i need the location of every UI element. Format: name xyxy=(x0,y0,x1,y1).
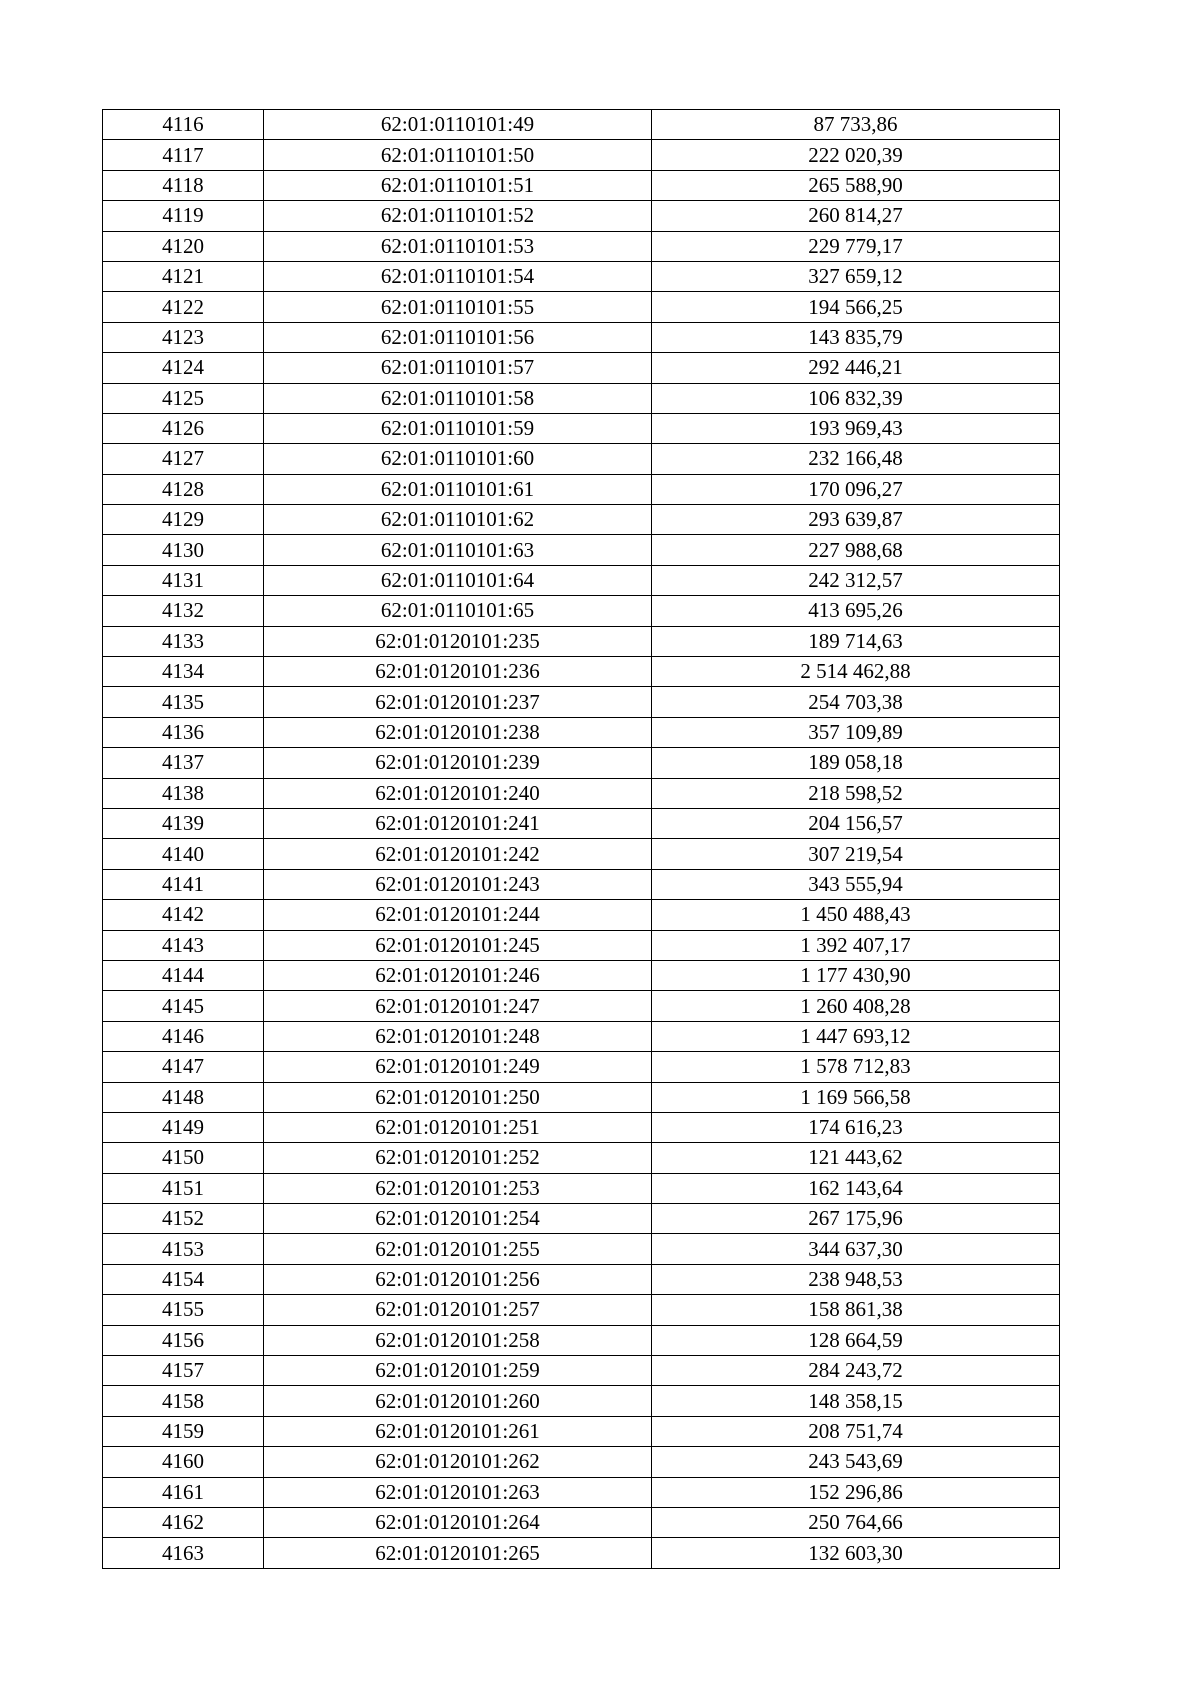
row-number-cell: 4154 xyxy=(103,1264,264,1294)
cadastral-number-cell: 62:01:0110101:50 xyxy=(264,140,652,170)
cadastral-number-cell: 62:01:0120101:250 xyxy=(264,1082,652,1112)
cadastral-number-cell: 62:01:0110101:62 xyxy=(264,505,652,535)
cadastral-number-cell: 62:01:0120101:241 xyxy=(264,808,652,838)
table-row xyxy=(103,1325,1060,1355)
table-row xyxy=(103,292,1060,322)
row-number-cell: 4118 xyxy=(103,170,264,200)
cadastral-value-cell: 292 446,21 xyxy=(652,353,1060,383)
cadastral-number-cell: 62:01:0110101:64 xyxy=(264,565,652,595)
table-row xyxy=(103,1416,1060,1446)
row-number-cell: 4125 xyxy=(103,383,264,413)
table-row xyxy=(103,1021,1060,1051)
row-number-cell: 4144 xyxy=(103,960,264,990)
cadastral-number-cell: 62:01:0120101:255 xyxy=(264,1234,652,1264)
table-row xyxy=(103,1447,1060,1477)
row-number-cell: 4121 xyxy=(103,261,264,291)
cadastral-number-cell: 62:01:0120101:251 xyxy=(264,1112,652,1142)
cadastral-number-cell: 62:01:0120101:249 xyxy=(264,1052,652,1082)
row-number-cell: 4162 xyxy=(103,1507,264,1537)
table-row xyxy=(103,1477,1060,1507)
table-row xyxy=(103,900,1060,930)
table-row xyxy=(103,444,1060,474)
cadastral-number-cell: 62:01:0120101:258 xyxy=(264,1325,652,1355)
cadastral-number-cell: 62:01:0110101:49 xyxy=(264,110,652,140)
table-row xyxy=(103,565,1060,595)
row-number-cell: 4133 xyxy=(103,626,264,656)
row-number-cell: 4124 xyxy=(103,353,264,383)
row-number-cell: 4127 xyxy=(103,444,264,474)
cadastral-value-cell: 307 219,54 xyxy=(652,839,1060,869)
row-number-cell: 4136 xyxy=(103,717,264,747)
cadastral-value-cell: 193 969,43 xyxy=(652,413,1060,443)
cadastral-number-cell: 62:01:0110101:63 xyxy=(264,535,652,565)
cadastral-number-cell: 62:01:0120101:264 xyxy=(264,1507,652,1537)
cadastral-number-cell: 62:01:0110101:53 xyxy=(264,231,652,261)
cadastral-value-cell: 265 588,90 xyxy=(652,170,1060,200)
row-number-cell: 4129 xyxy=(103,505,264,535)
cadastral-value-cell: 132 603,30 xyxy=(652,1538,1060,1568)
cadastral-number-cell: 62:01:0120101:253 xyxy=(264,1173,652,1203)
table-row xyxy=(103,201,1060,231)
cadastral-number-cell: 62:01:0120101:238 xyxy=(264,717,652,747)
row-number-cell: 4131 xyxy=(103,565,264,595)
row-number-cell: 4123 xyxy=(103,322,264,352)
cadastral-number-cell: 62:01:0110101:56 xyxy=(264,322,652,352)
cadastral-value-cell: 189 058,18 xyxy=(652,748,1060,778)
cadastral-value-cell: 1 392 407,17 xyxy=(652,930,1060,960)
table-row xyxy=(103,1173,1060,1203)
cadastral-value-cell: 232 166,48 xyxy=(652,444,1060,474)
row-number-cell: 4130 xyxy=(103,535,264,565)
cadastral-number-cell: 62:01:0120101:262 xyxy=(264,1447,652,1477)
cadastral-value-cell: 327 659,12 xyxy=(652,261,1060,291)
table-row xyxy=(103,322,1060,352)
table-row xyxy=(103,869,1060,899)
cadastral-value-cell: 242 312,57 xyxy=(652,565,1060,595)
cadastral-value-cell: 1 578 712,83 xyxy=(652,1052,1060,1082)
row-number-cell: 4148 xyxy=(103,1082,264,1112)
row-number-cell: 4142 xyxy=(103,900,264,930)
cadastral-value-cell: 238 948,53 xyxy=(652,1264,1060,1294)
cadastral-number-cell: 62:01:0120101:265 xyxy=(264,1538,652,1568)
row-number-cell: 4157 xyxy=(103,1356,264,1386)
table-row xyxy=(103,474,1060,504)
cadastral-value-cell: 229 779,17 xyxy=(652,231,1060,261)
row-number-cell: 4132 xyxy=(103,596,264,626)
cadastral-value-cell: 222 020,39 xyxy=(652,140,1060,170)
cadastral-number-cell: 62:01:0120101:259 xyxy=(264,1356,652,1386)
row-number-cell: 4122 xyxy=(103,292,264,322)
cadastral-value-cell: 1 169 566,58 xyxy=(652,1082,1060,1112)
cadastral-value-table xyxy=(102,109,1060,1569)
cadastral-number-cell: 62:01:0120101:245 xyxy=(264,930,652,960)
cadastral-value-cell: 243 543,69 xyxy=(652,1447,1060,1477)
cadastral-number-cell: 62:01:0120101:261 xyxy=(264,1416,652,1446)
cadastral-number-cell: 62:01:0120101:248 xyxy=(264,1021,652,1051)
row-number-cell: 4158 xyxy=(103,1386,264,1416)
table-row xyxy=(103,1204,1060,1234)
row-number-cell: 4128 xyxy=(103,474,264,504)
table-row xyxy=(103,1112,1060,1142)
cadastral-value-cell: 267 175,96 xyxy=(652,1204,1060,1234)
cadastral-value-cell: 260 814,27 xyxy=(652,201,1060,231)
row-number-cell: 4139 xyxy=(103,808,264,838)
table-row xyxy=(103,1143,1060,1173)
table-row xyxy=(103,1234,1060,1264)
cadastral-value-cell: 250 764,66 xyxy=(652,1507,1060,1537)
table-row xyxy=(103,991,1060,1021)
row-number-cell: 4141 xyxy=(103,869,264,899)
table-row xyxy=(103,1386,1060,1416)
row-number-cell: 4151 xyxy=(103,1173,264,1203)
table-row xyxy=(103,535,1060,565)
cadastral-value-cell: 1 177 430,90 xyxy=(652,960,1060,990)
row-number-cell: 4163 xyxy=(103,1538,264,1568)
table-row xyxy=(103,1052,1060,1082)
cadastral-value-cell: 254 703,38 xyxy=(652,687,1060,717)
cadastral-number-cell: 62:01:0120101:242 xyxy=(264,839,652,869)
cadastral-number-cell: 62:01:0110101:59 xyxy=(264,413,652,443)
cadastral-number-cell: 62:01:0110101:60 xyxy=(264,444,652,474)
cadastral-value-cell: 143 835,79 xyxy=(652,322,1060,352)
cadastral-number-cell: 62:01:0110101:55 xyxy=(264,292,652,322)
row-number-cell: 4140 xyxy=(103,839,264,869)
table-body xyxy=(103,110,1060,1569)
table-row xyxy=(103,383,1060,413)
row-number-cell: 4120 xyxy=(103,231,264,261)
row-number-cell: 4153 xyxy=(103,1234,264,1264)
cadastral-value-cell: 1 447 693,12 xyxy=(652,1021,1060,1051)
row-number-cell: 4155 xyxy=(103,1295,264,1325)
row-number-cell: 4161 xyxy=(103,1477,264,1507)
cadastral-number-cell: 62:01:0120101:239 xyxy=(264,748,652,778)
table-row xyxy=(103,505,1060,535)
row-number-cell: 4137 xyxy=(103,748,264,778)
cadastral-value-cell: 413 695,26 xyxy=(652,596,1060,626)
cadastral-number-cell: 62:01:0120101:254 xyxy=(264,1204,652,1234)
cadastral-value-cell: 158 861,38 xyxy=(652,1295,1060,1325)
row-number-cell: 4156 xyxy=(103,1325,264,1355)
table-row xyxy=(103,1538,1060,1568)
table-row xyxy=(103,353,1060,383)
cadastral-value-cell: 204 156,57 xyxy=(652,808,1060,838)
cadastral-value-cell: 106 832,39 xyxy=(652,383,1060,413)
cadastral-value-cell: 218 598,52 xyxy=(652,778,1060,808)
cadastral-number-cell: 62:01:0120101:240 xyxy=(264,778,652,808)
cadastral-value-cell: 128 664,59 xyxy=(652,1325,1060,1355)
table-row xyxy=(103,687,1060,717)
cadastral-number-cell: 62:01:0120101:236 xyxy=(264,657,652,687)
row-number-cell: 4147 xyxy=(103,1052,264,1082)
row-number-cell: 4138 xyxy=(103,778,264,808)
table-row xyxy=(103,930,1060,960)
row-number-cell: 4160 xyxy=(103,1447,264,1477)
cadastral-value-cell: 1 450 488,43 xyxy=(652,900,1060,930)
table-row xyxy=(103,778,1060,808)
cadastral-value-cell: 208 751,74 xyxy=(652,1416,1060,1446)
table-row xyxy=(103,626,1060,656)
row-number-cell: 4150 xyxy=(103,1143,264,1173)
cadastral-value-cell: 170 096,27 xyxy=(652,474,1060,504)
document-page xyxy=(102,109,1060,1569)
cadastral-number-cell: 62:01:0120101:256 xyxy=(264,1264,652,1294)
cadastral-value-cell: 148 358,15 xyxy=(652,1386,1060,1416)
cadastral-number-cell: 62:01:0120101:260 xyxy=(264,1386,652,1416)
table-row xyxy=(103,1507,1060,1537)
row-number-cell: 4159 xyxy=(103,1416,264,1446)
row-number-cell: 4143 xyxy=(103,930,264,960)
row-number-cell: 4152 xyxy=(103,1204,264,1234)
table-row xyxy=(103,261,1060,291)
cadastral-number-cell: 62:01:0120101:263 xyxy=(264,1477,652,1507)
row-number-cell: 4134 xyxy=(103,657,264,687)
cadastral-value-cell: 1 260 408,28 xyxy=(652,991,1060,1021)
cadastral-number-cell: 62:01:0120101:246 xyxy=(264,960,652,990)
table-row xyxy=(103,657,1060,687)
table-row xyxy=(103,170,1060,200)
cadastral-value-cell: 121 443,62 xyxy=(652,1143,1060,1173)
row-number-cell: 4126 xyxy=(103,413,264,443)
row-number-cell: 4119 xyxy=(103,201,264,231)
cadastral-value-cell: 357 109,89 xyxy=(652,717,1060,747)
cadastral-number-cell: 62:01:0110101:52 xyxy=(264,201,652,231)
table-row xyxy=(103,748,1060,778)
cadastral-number-cell: 62:01:0120101:252 xyxy=(264,1143,652,1173)
cadastral-number-cell: 62:01:0110101:54 xyxy=(264,261,652,291)
cadastral-number-cell: 62:01:0120101:237 xyxy=(264,687,652,717)
table-row xyxy=(103,808,1060,838)
cadastral-number-cell: 62:01:0120101:257 xyxy=(264,1295,652,1325)
row-number-cell: 4135 xyxy=(103,687,264,717)
cadastral-value-cell: 162 143,64 xyxy=(652,1173,1060,1203)
table-row xyxy=(103,1082,1060,1112)
cadastral-value-cell: 87 733,86 xyxy=(652,110,1060,140)
table-row xyxy=(103,839,1060,869)
table-row xyxy=(103,960,1060,990)
cadastral-value-cell: 293 639,87 xyxy=(652,505,1060,535)
cadastral-number-cell: 62:01:0110101:58 xyxy=(264,383,652,413)
table-row xyxy=(103,110,1060,140)
cadastral-number-cell: 62:01:0120101:247 xyxy=(264,991,652,1021)
table-row xyxy=(103,596,1060,626)
cadastral-value-cell: 343 555,94 xyxy=(652,869,1060,899)
table-row xyxy=(103,140,1060,170)
cadastral-value-cell: 227 988,68 xyxy=(652,535,1060,565)
cadastral-number-cell: 62:01:0110101:51 xyxy=(264,170,652,200)
cadastral-number-cell: 62:01:0120101:244 xyxy=(264,900,652,930)
cadastral-value-cell: 194 566,25 xyxy=(652,292,1060,322)
table-row xyxy=(103,1295,1060,1325)
cadastral-number-cell: 62:01:0110101:57 xyxy=(264,353,652,383)
table-row xyxy=(103,717,1060,747)
cadastral-value-cell: 189 714,63 xyxy=(652,626,1060,656)
table-row xyxy=(103,1264,1060,1294)
table-row xyxy=(103,413,1060,443)
cadastral-value-cell: 152 296,86 xyxy=(652,1477,1060,1507)
cadastral-number-cell: 62:01:0120101:243 xyxy=(264,869,652,899)
cadastral-value-cell: 284 243,72 xyxy=(652,1356,1060,1386)
cadastral-value-cell: 344 637,30 xyxy=(652,1234,1060,1264)
row-number-cell: 4117 xyxy=(103,140,264,170)
cadastral-value-cell: 2 514 462,88 xyxy=(652,657,1060,687)
row-number-cell: 4145 xyxy=(103,991,264,1021)
cadastral-value-cell: 174 616,23 xyxy=(652,1112,1060,1142)
cadastral-number-cell: 62:01:0110101:61 xyxy=(264,474,652,504)
row-number-cell: 4116 xyxy=(103,110,264,140)
row-number-cell: 4149 xyxy=(103,1112,264,1142)
table-row xyxy=(103,231,1060,261)
cadastral-number-cell: 62:01:0110101:65 xyxy=(264,596,652,626)
row-number-cell: 4146 xyxy=(103,1021,264,1051)
cadastral-number-cell: 62:01:0120101:235 xyxy=(264,626,652,656)
table-row xyxy=(103,1356,1060,1386)
